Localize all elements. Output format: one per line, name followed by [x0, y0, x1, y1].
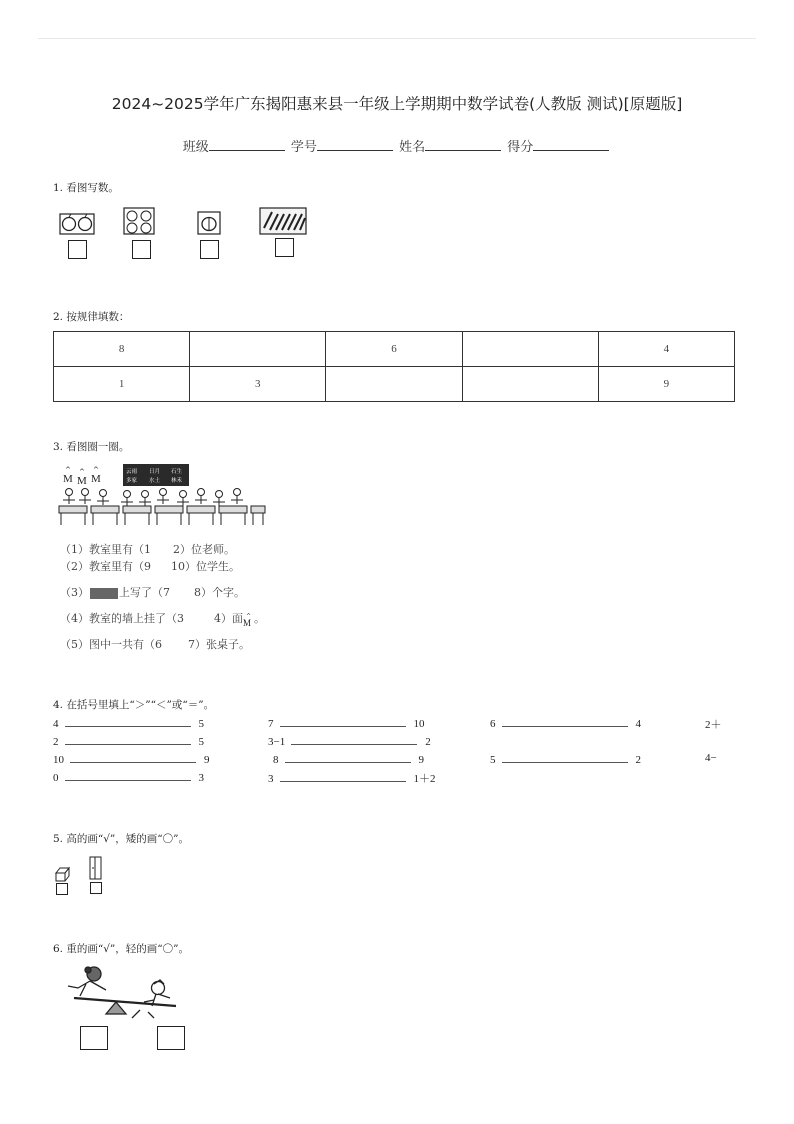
compare-left: 4 — [53, 718, 59, 730]
svg-text:M: M — [77, 475, 87, 487]
svg-text:^: ^ — [246, 612, 252, 620]
flag-icon — [77, 468, 87, 487]
compare-answer-line[interactable] — [291, 734, 417, 745]
q3-item-3-part-b: 上写了（7 — [119, 586, 170, 599]
classroom-illustration — [55, 462, 270, 530]
compare-left: 4− — [705, 752, 717, 764]
board-text: 水土 — [149, 478, 161, 484]
q3-item-3-part-c: 8）个字。 — [194, 586, 245, 599]
compare-item — [490, 716, 641, 730]
compare-left: 3−1 — [268, 736, 286, 748]
id-blank[interactable] — [317, 138, 393, 151]
short-cabinet-icon — [56, 868, 69, 881]
table-row — [54, 367, 735, 402]
compare-answer-line[interactable] — [280, 716, 406, 727]
q3-item-5-part-b: 7）张桌子。 — [188, 638, 250, 651]
q3-item-3 — [60, 584, 245, 600]
compare-item — [268, 734, 431, 748]
compare-item — [53, 752, 210, 766]
table-cell[interactable] — [190, 332, 326, 367]
compare-item — [490, 752, 641, 766]
flag-icon — [63, 466, 73, 485]
compare-item — [53, 770, 204, 784]
compare-item — [705, 752, 717, 764]
svg-text:M: M — [63, 473, 73, 485]
compare-answer-line[interactable] — [285, 752, 411, 763]
q6-answer-box-left[interactable] — [80, 1026, 108, 1050]
flag-icon — [243, 613, 254, 626]
q3-item-5-part-a: （5）图中一共有（6 — [60, 638, 162, 651]
q2-title: 2. 按规律填数： — [53, 311, 130, 323]
board-text: 多家 — [126, 478, 138, 484]
compare-item — [268, 716, 425, 730]
seesaw-illustration — [60, 962, 190, 1022]
q1-answer-box-3[interactable] — [200, 240, 219, 259]
id-label: 学号 — [290, 140, 317, 155]
page-title: 2024~2025学年广东揭阳惠来县一年级上学期期中数学试卷(人教版 测试)[原题版] — [111, 95, 683, 113]
score-blank[interactable] — [533, 138, 609, 151]
compare-answer-line[interactable] — [65, 716, 191, 727]
compare-right: 5 — [198, 736, 204, 748]
compare-left: 3 — [268, 773, 274, 785]
compare-left: 8 — [273, 754, 279, 766]
table-cell[interactable]: 3 — [190, 367, 326, 402]
top-rule — [38, 38, 756, 39]
q3-item-5 — [60, 636, 250, 652]
compare-item — [705, 716, 722, 732]
compare-right: 10 — [413, 718, 425, 730]
table-cell[interactable] — [326, 367, 462, 402]
compare-answer-line[interactable] — [502, 716, 628, 727]
svg-text:M: M — [243, 617, 252, 626]
compare-right: 1＋2 — [413, 773, 436, 785]
q3-item-1-part-b: 2）位老师。 — [173, 543, 235, 556]
compare-answer-line[interactable] — [280, 771, 406, 782]
q3-item-2-part-a: （2）教室里有（9 — [60, 560, 151, 573]
tall-cabinet-icon — [90, 857, 101, 879]
student-info-row — [0, 136, 794, 155]
q3-item-3-part-a: （3） — [60, 586, 89, 599]
compare-item — [53, 734, 204, 748]
compare-right: 4 — [635, 718, 641, 730]
compare-left: 5 — [490, 754, 496, 766]
q1-answer-box-1[interactable] — [68, 240, 87, 259]
compare-answer-line[interactable] — [65, 734, 191, 745]
compare-left: 2＋ — [705, 719, 722, 731]
q1-answer-box-2[interactable] — [132, 240, 151, 259]
table-cell[interactable] — [462, 367, 598, 402]
compare-right: 5 — [198, 718, 204, 730]
q3-item-1 — [60, 541, 235, 557]
board-text: 日月 — [149, 469, 161, 475]
flag-icon — [91, 466, 101, 485]
compare-left: 0 — [53, 772, 59, 784]
board-text: 石生 — [171, 469, 183, 475]
compare-answer-line[interactable] — [70, 752, 196, 763]
blackboard-icon — [90, 588, 118, 599]
compare-right: 3 — [198, 772, 204, 784]
q5-answer-box-tall[interactable] — [90, 882, 102, 894]
board-text: 林禾 — [171, 478, 183, 484]
compare-left: 10 — [53, 754, 64, 766]
compare-right: 2 — [635, 754, 641, 766]
table-cell[interactable]: 6 — [326, 332, 462, 367]
compare-item — [273, 752, 424, 766]
class-blank[interactable] — [209, 138, 285, 151]
q6-answer-box-right[interactable] — [157, 1026, 185, 1050]
score-label: 得分 — [507, 140, 534, 155]
apple-group-2-icon — [60, 214, 94, 234]
svg-text:^: ^ — [79, 468, 85, 476]
compare-item — [268, 770, 436, 786]
q3-item-2 — [60, 558, 240, 574]
table-cell[interactable]: 8 — [54, 332, 190, 367]
table-cell[interactable]: 9 — [598, 367, 734, 402]
name-label: 姓名 — [399, 140, 426, 155]
compare-right: 2 — [425, 736, 431, 748]
compare-answer-line[interactable] — [502, 752, 628, 763]
svg-text:^: ^ — [93, 466, 99, 474]
compare-left: 6 — [490, 718, 496, 730]
q3-item-1-part-a: （1）教室里有（1 — [60, 543, 151, 556]
class-label: 班级 — [182, 140, 209, 155]
board-text: 云雨 — [126, 469, 138, 475]
compare-right: 9 — [418, 754, 424, 766]
svg-text:^: ^ — [65, 466, 71, 474]
q3-item-4-part-a: （4）教室的墙上挂了（3 — [60, 612, 184, 625]
table-cell[interactable]: 1 — [54, 367, 190, 402]
compare-left: 7 — [268, 718, 274, 730]
q3-item-4-part-b: 4）面 — [214, 612, 243, 625]
compare-answer-line[interactable] — [65, 770, 191, 781]
q1-answer-box-4[interactable] — [275, 238, 294, 257]
q5-title: 5. 高的画“√”，矮的画“〇”。 — [53, 833, 190, 845]
table-cell[interactable] — [462, 332, 598, 367]
q3-item-4 — [60, 610, 265, 626]
sequence-table — [53, 331, 735, 402]
q4-title: 4. 在括号里填上“＞”“＜”或“＝”。 — [53, 699, 215, 711]
compare-item — [53, 716, 204, 730]
q6-title: 6. 重的画“√”，轻的画“〇”。 — [53, 943, 190, 955]
name-blank[interactable] — [425, 138, 501, 151]
q5-answer-box-short[interactable] — [56, 883, 68, 895]
compare-right: 9 — [204, 754, 210, 766]
compare-left: 2 — [53, 736, 59, 748]
q3-title: 3. 看图圈一圈。 — [53, 441, 130, 453]
svg-text:M: M — [91, 473, 101, 485]
table-cell[interactable]: 4 — [598, 332, 734, 367]
table-row — [54, 332, 735, 367]
q1-title: 1. 看图写数。 — [53, 182, 119, 194]
q3-item-2-part-b: 10）位学生。 — [171, 560, 240, 573]
q3-item-4-part-c: 。 — [254, 612, 265, 625]
